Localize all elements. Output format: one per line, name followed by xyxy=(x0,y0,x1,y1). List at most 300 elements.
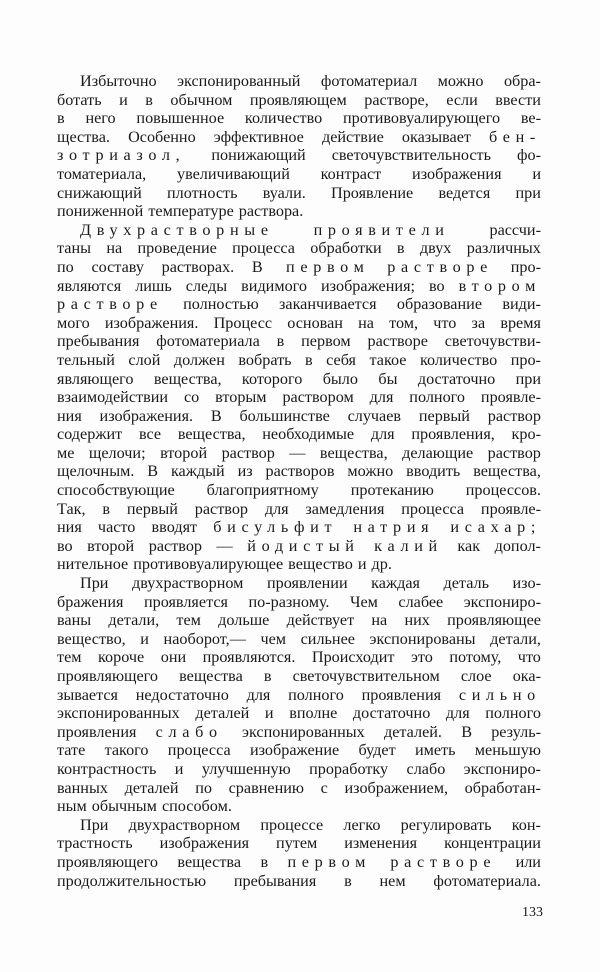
text-line xyxy=(57,779,541,798)
text-line xyxy=(57,481,541,500)
word: регулировать xyxy=(400,815,492,834)
word: следы xyxy=(185,276,228,295)
word: светочувствительность xyxy=(331,146,492,165)
word: протеканию xyxy=(350,481,434,500)
emphasized-word: бен- xyxy=(489,127,541,146)
word: полностью xyxy=(183,295,259,314)
word: и xyxy=(140,629,149,648)
word: для xyxy=(370,425,395,444)
text-line xyxy=(57,648,541,667)
word: обра- xyxy=(503,72,541,90)
word: во xyxy=(57,536,73,555)
word: слое xyxy=(460,667,492,685)
word: в xyxy=(263,667,272,685)
word: процесса xyxy=(232,239,295,258)
word: обычным xyxy=(91,797,157,816)
word: меньшую xyxy=(474,741,541,760)
word: него xyxy=(85,109,116,128)
word: различных xyxy=(466,239,541,258)
word: ния xyxy=(57,406,82,425)
word: время xyxy=(500,313,541,332)
word: полного xyxy=(288,685,344,704)
text-line xyxy=(57,537,541,556)
word: кро- xyxy=(511,425,541,444)
word: лишь xyxy=(135,276,172,295)
word: они xyxy=(160,648,187,667)
word: тем xyxy=(176,611,201,630)
word: растворе, xyxy=(364,90,429,109)
text-line xyxy=(57,165,541,184)
emphasized-word: растворе xyxy=(387,257,494,276)
word: слабее xyxy=(398,592,444,611)
word: Процесс xyxy=(213,313,273,332)
word: образование xyxy=(396,295,483,314)
word: др. xyxy=(371,555,392,574)
word: проявле- xyxy=(480,388,541,407)
text-line xyxy=(57,630,541,649)
word: процесса xyxy=(401,499,465,518)
word: в xyxy=(276,332,285,351)
word: второй xyxy=(160,443,208,462)
word: делающие xyxy=(402,443,474,462)
word: контрастность xyxy=(57,759,157,778)
word: при xyxy=(515,369,541,388)
word: видимого xyxy=(241,276,308,295)
text-line xyxy=(57,797,541,816)
emphasized-word: бисульфит xyxy=(213,518,338,537)
word: проведение xyxy=(137,239,217,258)
word: При xyxy=(80,815,109,834)
emphasized-word: втором xyxy=(458,276,541,295)
word: чем xyxy=(260,629,287,648)
word: экспонированных xyxy=(57,704,180,723)
word: обычном xyxy=(170,90,233,109)
word: такое xyxy=(369,350,407,369)
word: ботать xyxy=(57,90,102,109)
word: можно xyxy=(437,72,484,90)
word: со xyxy=(183,388,200,407)
word: вещество xyxy=(288,555,353,574)
word: раствор xyxy=(487,443,541,462)
page-number: 133 xyxy=(522,905,543,920)
word: фотоматериала xyxy=(156,332,260,351)
text-line xyxy=(57,314,541,333)
word: деталей xyxy=(124,778,179,797)
emphasized-word: первом xyxy=(286,257,370,276)
word: способствующие xyxy=(57,481,175,500)
word: из xyxy=(237,462,253,481)
word: проявляется xyxy=(143,592,228,611)
word: изображения xyxy=(159,834,250,853)
word: действие xyxy=(321,127,384,146)
word: вещество, xyxy=(57,629,126,648)
word: Избыточно xyxy=(80,72,157,90)
text-line xyxy=(57,202,541,221)
word: оказывает xyxy=(401,127,471,146)
emphasized-word: слабо xyxy=(155,722,223,741)
emphasized-word: В xyxy=(251,257,269,276)
word: изображения. xyxy=(99,406,194,425)
text-line xyxy=(57,760,541,779)
word: в xyxy=(145,90,153,109)
word: часто xyxy=(97,518,136,537)
word: деталей xyxy=(195,704,250,723)
word: в xyxy=(344,871,352,890)
word: раствором xyxy=(282,388,354,407)
word: кон- xyxy=(511,815,541,834)
body-text xyxy=(57,72,541,890)
word: Проявление xyxy=(331,183,414,202)
word: путем xyxy=(276,834,318,853)
word: детали, xyxy=(490,629,541,648)
word: по xyxy=(195,778,212,797)
word: экспонированы xyxy=(369,629,476,648)
word: при xyxy=(515,183,541,202)
word: полного xyxy=(485,704,541,723)
word: благоприятному xyxy=(206,481,319,500)
word: нительное xyxy=(57,555,129,574)
word: фо- xyxy=(516,146,541,165)
word: будет xyxy=(358,741,396,760)
word: способом. xyxy=(161,797,232,816)
emphasized-word: проявители xyxy=(313,220,450,239)
word: двухрастворном xyxy=(128,815,241,834)
emphasized-word: йодистый xyxy=(247,536,360,555)
emphasized-word: зотриазол, xyxy=(57,146,186,165)
word: себя xyxy=(326,350,357,369)
word: количество xyxy=(244,109,323,128)
word: эффективное xyxy=(213,127,304,146)
word: Особенно xyxy=(128,127,196,146)
word: что xyxy=(517,648,541,667)
word: пребывания xyxy=(57,332,140,351)
word: на xyxy=(106,239,123,258)
emphasized-word: исахар; xyxy=(450,518,541,537)
word: В xyxy=(210,406,222,425)
word: короче xyxy=(98,648,145,667)
text-line xyxy=(57,258,541,277)
word: проявляющее xyxy=(447,611,541,630)
word: плотность xyxy=(166,183,238,202)
text-line xyxy=(57,332,541,351)
text-line xyxy=(57,370,541,389)
word: вполне xyxy=(289,704,338,723)
text-line xyxy=(57,91,541,110)
text-line xyxy=(57,518,541,537)
word: для xyxy=(264,499,289,518)
word: вещества xyxy=(177,852,242,871)
word: ве- xyxy=(520,109,541,128)
word: тате xyxy=(57,741,86,760)
word: ведется xyxy=(438,183,491,202)
word: вобрать xyxy=(238,350,292,369)
word: деталей. xyxy=(383,722,442,741)
word: должен xyxy=(173,350,225,369)
word: растворах. xyxy=(161,257,235,276)
word: и xyxy=(264,704,274,723)
word: или xyxy=(515,852,541,871)
text-line xyxy=(57,184,541,203)
text-line xyxy=(57,593,541,612)
text-line xyxy=(57,816,541,835)
text-line xyxy=(57,277,541,296)
emphasized-word: Двухрастворные xyxy=(80,220,274,239)
word: второй xyxy=(87,536,135,555)
word: иметь xyxy=(414,741,456,760)
word: фотоматериал xyxy=(320,72,418,90)
word: по-разному. xyxy=(248,592,330,611)
word: изображением, xyxy=(344,778,449,797)
word: раствор xyxy=(194,499,249,518)
word: если xyxy=(446,90,478,109)
text-line xyxy=(57,555,541,574)
word: светочувстви- xyxy=(444,332,541,351)
word: и xyxy=(174,759,184,778)
word: содержит xyxy=(57,425,123,444)
word: ния xyxy=(57,518,82,537)
word: потому, xyxy=(449,648,502,667)
word: по xyxy=(57,257,74,276)
text-line xyxy=(57,611,541,630)
word: случаев xyxy=(347,406,402,425)
word: рассчи- xyxy=(489,220,541,239)
text-line xyxy=(57,872,541,891)
text-line xyxy=(57,109,541,128)
text-line xyxy=(57,500,541,519)
word: ока- xyxy=(512,667,541,685)
word: это xyxy=(410,648,433,667)
text-line xyxy=(57,834,541,853)
word: являющего xyxy=(57,369,134,388)
word: растворов xyxy=(265,462,335,481)
word: изображения; xyxy=(321,276,416,295)
word: светочувствительном xyxy=(292,667,440,685)
word: легко xyxy=(343,815,381,834)
word: противовуалирующего xyxy=(342,109,501,128)
word: заканчивается xyxy=(278,295,377,314)
word: количество xyxy=(419,350,498,369)
word: вещества, xyxy=(473,462,541,481)
text-line xyxy=(57,388,541,407)
word: процессе xyxy=(260,815,324,834)
word: процессов. xyxy=(465,481,541,500)
word: экспонированных xyxy=(242,722,365,741)
word: вводить xyxy=(406,462,461,481)
word: ным xyxy=(57,797,87,816)
word: на xyxy=(371,611,388,630)
word: увеличивающий xyxy=(176,164,290,183)
word: проработку xyxy=(309,759,389,778)
word: в xyxy=(260,852,269,871)
text-line xyxy=(57,444,541,463)
text-line xyxy=(57,574,541,593)
word: как xyxy=(457,536,481,555)
word: проявления xyxy=(57,722,137,741)
word: температуре xyxy=(148,202,234,221)
word: и xyxy=(119,90,128,109)
word: вводят xyxy=(151,518,198,537)
word: дольше xyxy=(218,611,270,630)
paragraph xyxy=(57,574,541,816)
text-line xyxy=(57,239,541,258)
text-line xyxy=(57,295,541,314)
word: концентрации xyxy=(444,834,541,853)
word: двухрастворном xyxy=(131,574,244,593)
word: про- xyxy=(510,257,541,276)
text-line xyxy=(57,741,541,760)
word: обработан- xyxy=(464,778,541,797)
text-line xyxy=(57,723,541,742)
word: изменения xyxy=(344,834,418,853)
emphasized-word: растворе xyxy=(390,852,497,871)
word: такого xyxy=(104,741,149,760)
word: пониженной xyxy=(57,202,144,221)
word: допол- xyxy=(494,536,541,555)
word: вещества, xyxy=(153,369,222,388)
word: проявле- xyxy=(480,499,541,518)
text-line xyxy=(57,686,541,705)
paragraph xyxy=(57,72,541,221)
word: В xyxy=(461,722,472,741)
word: продолжительностью xyxy=(57,871,207,890)
word: все xyxy=(138,425,162,444)
emphasized-word: первом xyxy=(287,852,371,871)
word: При xyxy=(80,574,109,593)
word: для xyxy=(445,704,470,723)
word: что xyxy=(433,313,457,332)
word: детали, xyxy=(108,611,160,630)
paragraph xyxy=(57,816,541,890)
word: первом xyxy=(301,332,351,351)
emphasized-word: сильно xyxy=(458,685,541,704)
word: зывается xyxy=(57,685,118,704)
text-line xyxy=(57,853,541,872)
text-line xyxy=(57,425,541,444)
emphasized-word: растворе xyxy=(57,295,163,314)
word: являются xyxy=(57,276,122,295)
word: растворе xyxy=(367,332,428,351)
word: изображения. xyxy=(104,313,199,332)
word: повышенное xyxy=(136,109,225,128)
word: полного xyxy=(409,388,466,407)
word: ваны xyxy=(57,611,92,630)
word: резуль- xyxy=(491,722,541,741)
word: обработки xyxy=(310,239,382,258)
word: первый xyxy=(418,406,470,425)
word: бражения xyxy=(57,592,124,611)
word: них xyxy=(404,611,430,630)
word: проявляющего xyxy=(57,852,159,871)
word: которого xyxy=(241,369,303,388)
word: тем xyxy=(57,648,82,667)
word: бы xyxy=(378,369,398,388)
word: можно xyxy=(347,462,394,481)
word: проявлении xyxy=(266,574,348,593)
word: необходимые xyxy=(262,425,355,444)
word: трастность xyxy=(57,834,133,853)
word: томатериала, xyxy=(57,164,147,183)
paragraph xyxy=(57,221,541,574)
word: каждая xyxy=(371,574,420,593)
word: в xyxy=(305,350,313,369)
text-line xyxy=(57,667,541,686)
text-line xyxy=(57,128,541,147)
word: вещества, xyxy=(177,425,246,444)
word: сильнее xyxy=(300,629,355,648)
word: вуали. xyxy=(262,183,306,202)
word: раствора. xyxy=(238,202,304,221)
word: щелочным. xyxy=(57,462,135,481)
emphasized-word: натрия xyxy=(353,518,435,537)
word: проявляющего xyxy=(57,667,159,685)
word: для xyxy=(369,388,394,407)
word: в xyxy=(102,499,111,518)
word: снижающий xyxy=(57,183,142,202)
word: большинстве xyxy=(239,406,330,425)
word: во xyxy=(429,276,445,295)
word: сравнению xyxy=(228,778,304,797)
word: проявляются. xyxy=(202,648,296,667)
word: и xyxy=(357,555,367,574)
word: и xyxy=(532,164,541,183)
word: в xyxy=(57,109,65,128)
word: вещества, xyxy=(319,443,388,462)
word: действует xyxy=(286,611,355,630)
word: изо- xyxy=(512,574,541,593)
word: каждый xyxy=(170,462,225,481)
word: тельный xyxy=(57,350,115,369)
word: замедления xyxy=(305,499,385,518)
emphasized-word: калий xyxy=(374,536,443,555)
text-line xyxy=(57,407,541,426)
word: ввести xyxy=(495,90,541,109)
word: раствор xyxy=(487,406,541,425)
word: таны xyxy=(57,239,91,258)
word: нем xyxy=(379,871,406,890)
word: — xyxy=(216,536,233,555)
text-line xyxy=(57,351,541,370)
word: Происходит xyxy=(311,648,395,667)
word: противовуалирующее xyxy=(133,555,284,574)
word: ванных xyxy=(57,778,108,797)
word: наоборот,— xyxy=(163,629,246,648)
word: было xyxy=(322,369,358,388)
word: в xyxy=(396,239,405,258)
word: с xyxy=(320,778,328,797)
word: Так, xyxy=(57,499,86,518)
word: проявления, xyxy=(411,425,495,444)
word: ме xyxy=(57,443,75,462)
word: достаточно xyxy=(417,369,496,388)
word: проявляющем xyxy=(249,90,347,109)
word: вещества xyxy=(179,667,243,685)
word: щелочи; xyxy=(88,443,146,462)
word: про- xyxy=(510,350,541,369)
word: В xyxy=(147,462,159,481)
word: Чем xyxy=(349,592,378,611)
word: экспонированный xyxy=(177,72,301,90)
word: достаточно xyxy=(352,704,431,723)
word: первый xyxy=(126,499,178,518)
word: мого xyxy=(57,313,90,332)
word: вторым xyxy=(215,388,267,407)
word: проявления xyxy=(361,685,442,704)
word: — xyxy=(289,443,306,462)
word: экспониро- xyxy=(463,592,541,611)
word: улучшенную xyxy=(201,759,291,778)
word: процесса xyxy=(167,741,231,760)
word: на xyxy=(358,313,374,332)
